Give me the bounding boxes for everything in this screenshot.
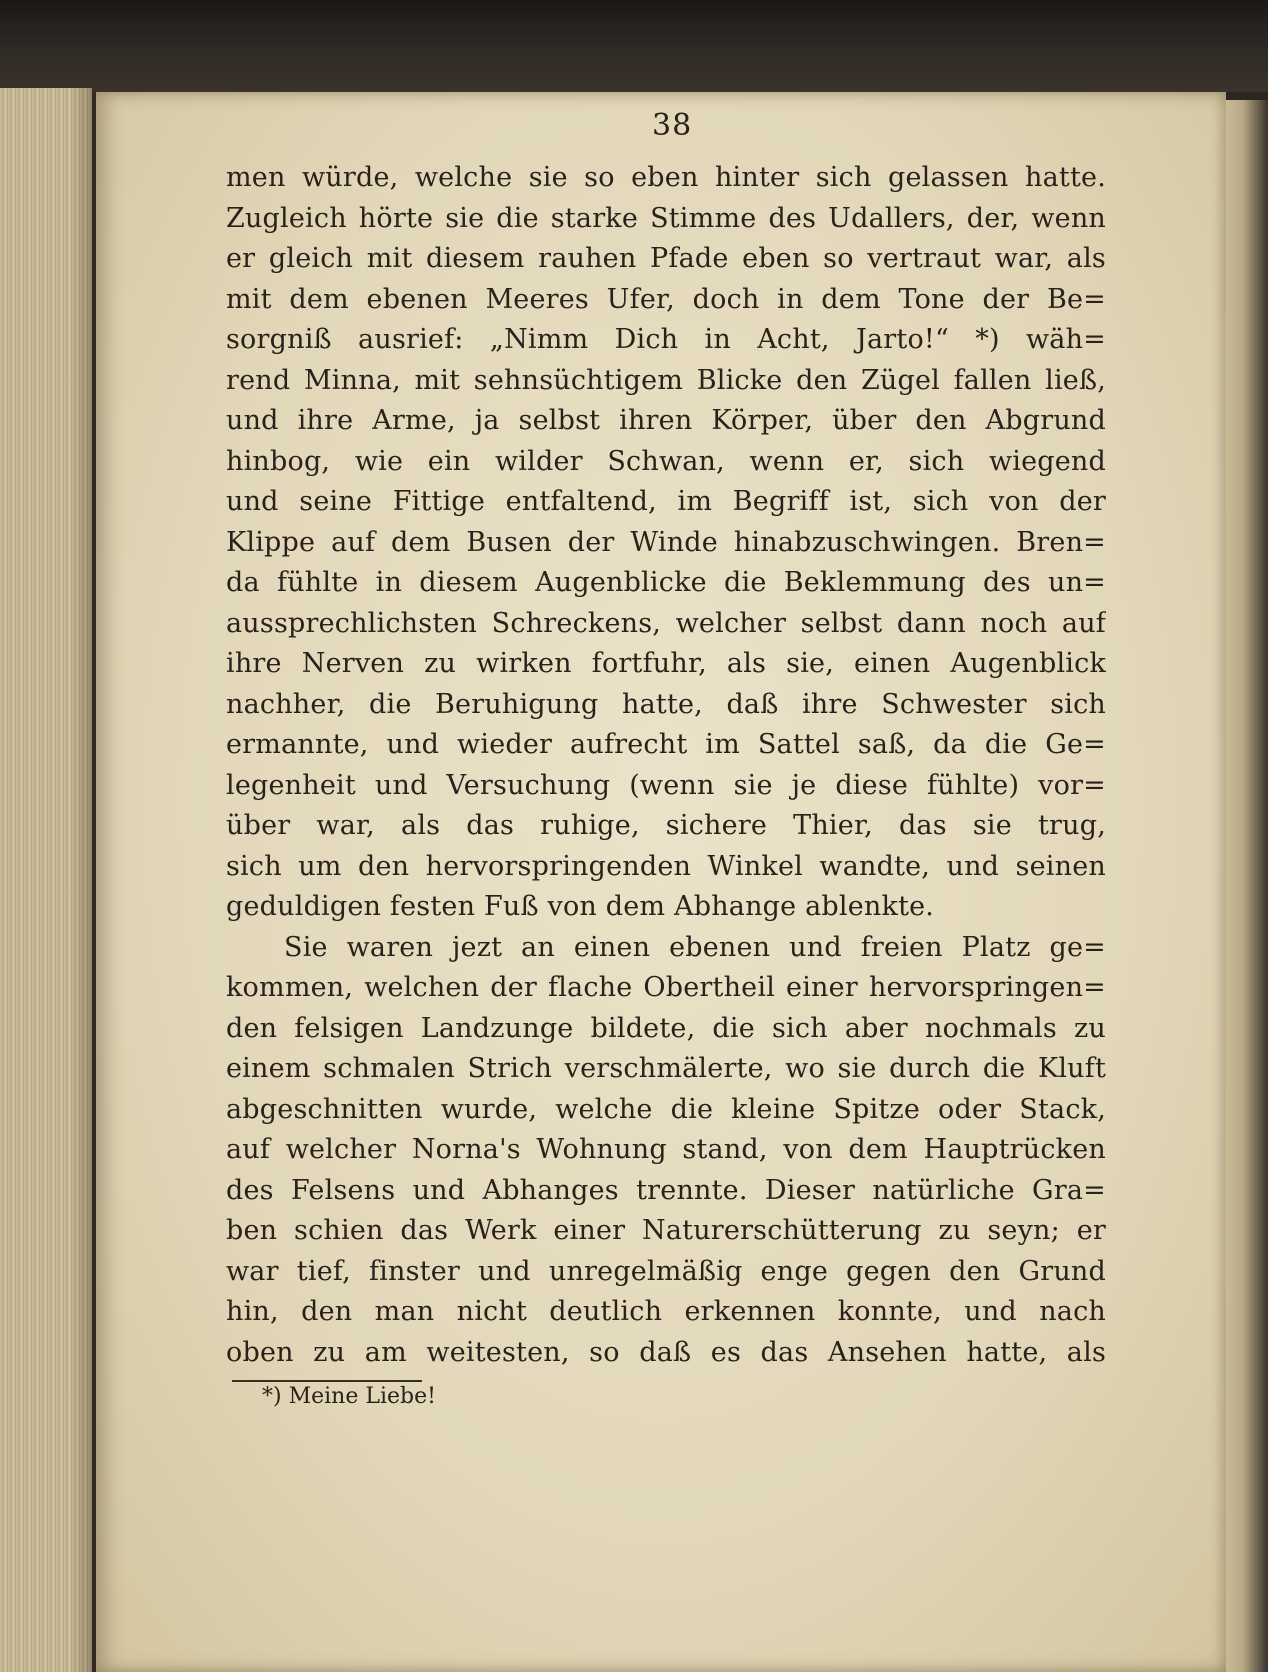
text-line: kommen, welchen der flache Obertheil einer hervorspringen=	[226, 972, 1106, 1003]
text-line: war tief, finster und unregelmäßig enge gegen den Grund	[226, 1255, 1106, 1287]
text-line: Klippe auf dem Busen der Winde hinabzuschwingen. Bren=	[226, 526, 1106, 558]
text-line: aussprechlichsten Schreckens, welcher selbst dann noch auf	[226, 607, 1106, 639]
text-line: er gleich mit diesem rauhen Pfade eben so vertraut war, als	[226, 243, 1106, 274]
text-line: Zugleich hörte sie die starke Stimme des Udallers, der, wenn	[226, 202, 1106, 234]
text-line: hinbog, wie ein wilder Schwan, wenn er, sich wiegend	[226, 445, 1106, 477]
text-line: nachher, die Beruhigung hatte, daß ihre Schwester sich	[226, 688, 1106, 720]
text-line: mit dem ebenen Meeres Ufer, doch in dem Tone der Be=	[226, 283, 1106, 315]
text-line: rend Minna, mit sehnsüchtigem Blicke den Zügel fallen ließ,	[226, 364, 1106, 396]
text-line: einem schmalen Strich verschmälerte, wo sie durch die Kluft	[226, 1053, 1106, 1084]
text-line: da fühlte in diesem Augenblicke die Beklemmung des un=	[226, 567, 1106, 598]
text-line: men würde, welche sie so eben hinter sich gelassen hatte.	[226, 162, 1106, 193]
page-number: 38	[652, 108, 693, 143]
footnote: *) Meine Liebe!	[262, 1384, 436, 1409]
text-line: den felsigen Landzunge bildete, die sich aber nochmals zu	[226, 1012, 1106, 1044]
text-line: legenheit und Versuchung (wenn sie je diese fühlte) vor=	[226, 769, 1106, 801]
text-line: ermannte, und wieder aufrecht im Sattel saß, da die Ge=	[226, 729, 1106, 760]
text-line: ben schien das Werk einer Naturerschütterung zu seyn; er	[226, 1215, 1106, 1246]
text-line: abgeschnitten wurde, welche die kleine Spitze oder Stack,	[226, 1093, 1106, 1125]
text-line: und seine Fittige entfaltend, im Begriff ist, sich von der	[226, 486, 1106, 517]
text-line: sorgniß ausrief: „Nimm Dich in Acht, Jarto!“ *) wäh=	[226, 324, 1106, 355]
text-line: auf welcher Norna's Wohnung stand, von dem Hauptrücken	[226, 1134, 1106, 1165]
text-line: über war, als das ruhige, sichere Thier, das sie trug,	[226, 810, 1106, 841]
text-line: hin, den man nicht deutlich erkennen konnte, und nach	[226, 1296, 1106, 1327]
text-line-paragraph-start: Sie waren jezt an einen ebenen und freien Platz ge=	[284, 931, 1106, 963]
page-edge-right	[1226, 100, 1268, 1672]
body-text	[226, 158, 1106, 1373]
text-line: ihre Nerven zu wirken fortfuhr, als sie, einen Augenblick	[226, 648, 1106, 679]
text-line-paragraph-end: geduldigen festen Fuß von dem Abhange ablenkte.	[226, 891, 935, 922]
text-line: sich um den hervorspringenden Winkel wandte, und seinen	[226, 850, 1106, 882]
text-line: oben zu am weitesten, so daß es das Ansehen hatte, als	[226, 1336, 1106, 1368]
text-line: des Felsens und Abhanges trennte. Dieser natürliche Gra=	[226, 1174, 1106, 1206]
text-line: und ihre Arme, ja selbst ihren Körper, über den Abgrund	[226, 405, 1106, 436]
book-cover-edge	[0, 0, 1268, 92]
